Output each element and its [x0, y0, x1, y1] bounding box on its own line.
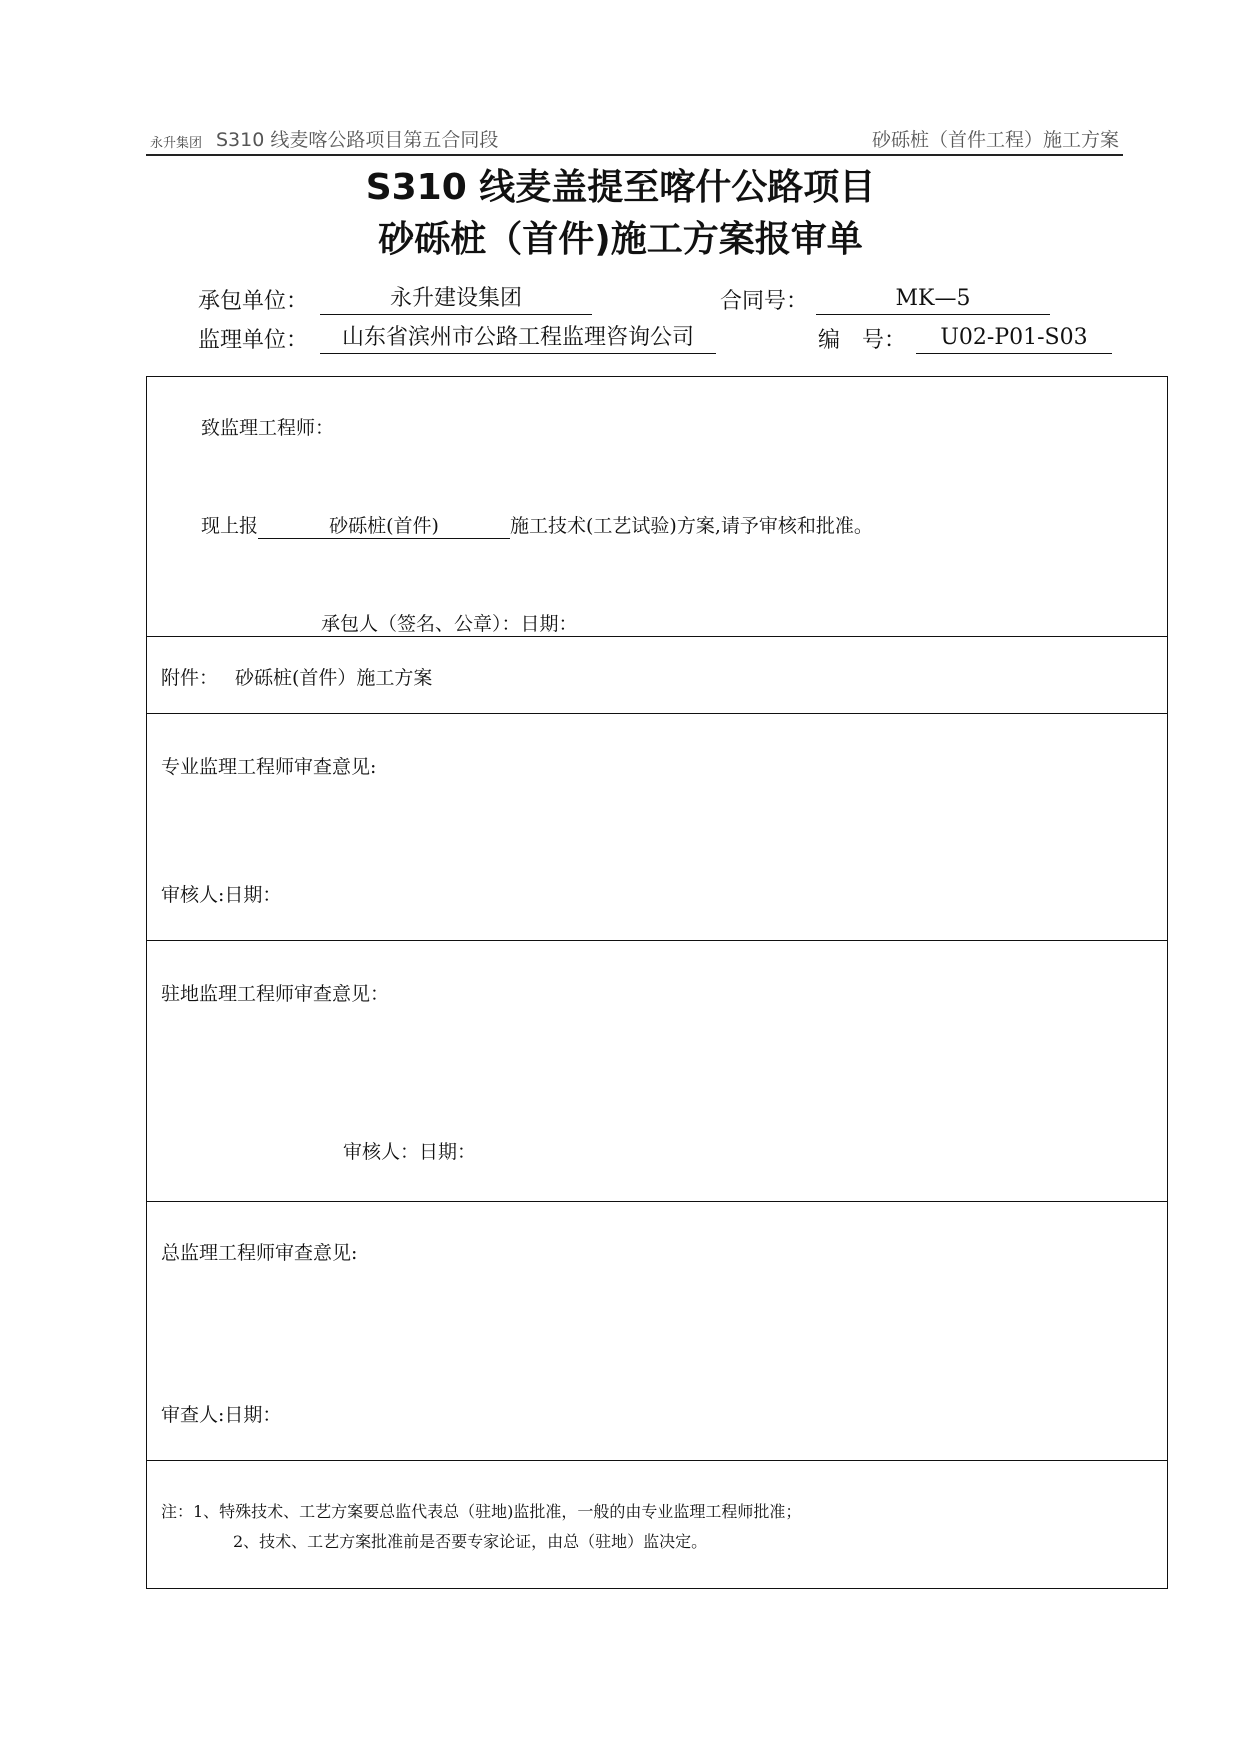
attachment-label: 附件：: [161, 667, 219, 689]
approval-form-table: [146, 376, 1168, 1589]
supervisor-label: 监理单位：: [198, 328, 309, 353]
attachment-value: 砂砾桩(首件）施工方案: [235, 667, 433, 689]
resident-review-heading: 驻地监理工程师审查意见：: [161, 983, 390, 1005]
chief-review-section: [147, 1202, 1167, 1461]
note-line-2: 2、技术、工艺方案批准前是否要专家论证，由总（驻地）监决定。: [233, 1532, 708, 1551]
header-project: S310 线麦喀公路项目第五合同段: [216, 129, 499, 151]
specialist-review-signature: 审核人:日期：: [161, 884, 282, 906]
header-doc-type: 砂砾桩（首件工程）施工方案: [871, 129, 1119, 151]
submission-suffix: 施工技术(工艺试验)方案,请予审核和批准。: [510, 515, 873, 537]
attachment-section: [147, 637, 1167, 714]
document-title-line-2: 砂砾桩（首件)施工方案报审单: [378, 219, 863, 260]
contract-no-label: 合同号：: [720, 289, 809, 314]
submission-section: [147, 377, 1167, 637]
running-header: [146, 122, 1123, 156]
chief-review-heading: 总监理工程师审查意见:: [161, 1242, 358, 1264]
specialist-review-heading: 专业监理工程师审查意见:: [161, 756, 377, 778]
submission-prefix: 现上报: [201, 515, 259, 537]
note-line-1: 注：1、特殊技术、工艺方案要总监代表总（驻地)监批准，一般的由专业监理工程师批准；: [161, 1502, 802, 1521]
notes-section: [147, 1461, 1167, 1588]
resident-review-signature: 审核人：日期：: [343, 1141, 477, 1163]
number-label: 编 号：: [818, 328, 907, 353]
meta-row-contractor: [198, 284, 1128, 318]
chief-review-signature: 审查人:日期：: [161, 1404, 282, 1426]
number-value: U02-P01-S03: [916, 323, 1112, 354]
contractor-signature: 承包人（签名、公章）：日期：: [321, 613, 578, 635]
supervisor-value: 山东省滨州市公路工程监理咨询公司: [320, 323, 716, 354]
meta-row-supervisor: [198, 323, 1128, 357]
submission-text: [201, 511, 873, 539]
contractor-label: 承包单位：: [198, 289, 309, 314]
contractor-value: 永升建设集团: [320, 284, 592, 315]
header-company: 永升集团: [150, 136, 203, 151]
contract-no-value: MK—5: [816, 284, 1050, 315]
specialist-review-section: [147, 714, 1167, 941]
addressee: 致监理工程师：: [201, 417, 335, 439]
submitted-item: 砂砾桩(首件): [258, 511, 510, 539]
document-title-line-1: S310 线麦盖提至喀什公路项目: [365, 167, 876, 208]
resident-review-section: [147, 941, 1167, 1202]
